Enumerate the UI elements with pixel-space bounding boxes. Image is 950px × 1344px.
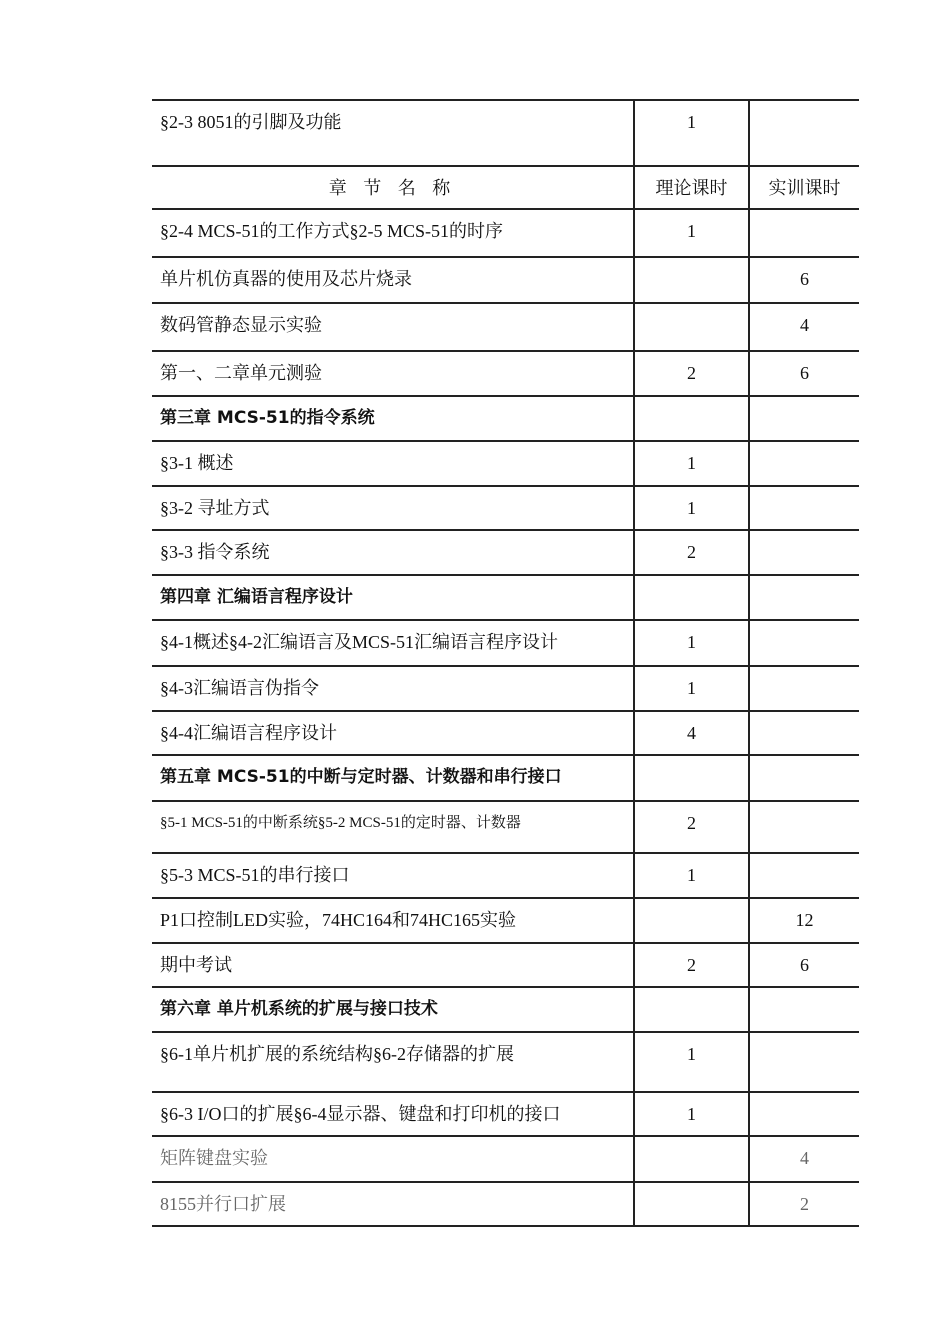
theory-hours-cell [634, 898, 749, 943]
theory-hours-cell [634, 257, 749, 303]
practice-hours-cell: 6 [749, 943, 859, 987]
practice-hours-cell: 6 [749, 257, 859, 303]
table-row [152, 351, 859, 396]
theory-hours-cell: 1 [634, 100, 749, 166]
theory-hours-cell: 2 [634, 351, 749, 396]
theory-hours-cell [634, 1182, 749, 1226]
table-row [152, 257, 859, 303]
practice-hours-cell [749, 486, 859, 530]
practice-hours-cell [749, 575, 859, 620]
practice-hours-cell [749, 620, 859, 666]
chapter-name-cell: §2-4 MCS-51的工作方式§2-5 MCS-51的时序 [152, 209, 634, 257]
practice-hours-cell [749, 666, 859, 711]
table-row [152, 1092, 859, 1136]
table-row [152, 303, 859, 351]
chapter-name-cell: 期中考试 [152, 943, 634, 987]
table-row [152, 530, 859, 575]
practice-hours-cell [749, 209, 859, 257]
practice-hours-cell [749, 853, 859, 898]
table-row [152, 100, 859, 166]
chapter-name-cell: 矩阵键盘实验 [152, 1136, 634, 1182]
theory-hours-cell [634, 1136, 749, 1182]
practice-hours-cell [749, 1092, 859, 1136]
theory-hours-cell: 1 [634, 1092, 749, 1136]
theory-hours-cell [634, 575, 749, 620]
chapter-name-cell: §4-3汇编语言伪指令 [152, 666, 634, 711]
theory-hours-cell: 1 [634, 441, 749, 486]
table-row [152, 441, 859, 486]
practice-hours-cell: 12 [749, 898, 859, 943]
table-row [152, 755, 859, 801]
theory-hours-cell [634, 987, 749, 1032]
chapter-name-cell: §4-4汇编语言程序设计 [152, 711, 634, 755]
table-row [152, 943, 859, 987]
practice-hours-cell [749, 711, 859, 755]
chapter-name-cell: §6-1单片机扩展的系统结构§6-2存储器的扩展 [152, 1032, 634, 1092]
theory-hours-cell [634, 303, 749, 351]
theory-hours-cell: 1 [634, 1032, 749, 1092]
chapter-name-cell: §6-3 I/O口的扩展§6-4显示器、键盘和打印机的接口 [152, 1092, 634, 1136]
theory-hours-cell: 1 [634, 486, 749, 530]
practice-hours-cell [749, 801, 859, 853]
chapter-name-cell: 第一、二章单元测验 [152, 351, 634, 396]
table-body [152, 100, 859, 1226]
chapter-name-cell: 8155并行口扩展 [152, 1182, 634, 1226]
table-row [152, 853, 859, 898]
chapter-name-cell: 第五章 MCS-51的中断与定时器、计数器和串行接口 [152, 755, 634, 801]
practice-hours-cell [749, 396, 859, 441]
theory-hours-cell [634, 396, 749, 441]
chapter-name-cell: §2-3 8051的引脚及功能 [152, 100, 634, 166]
practice-hours-cell: 4 [749, 303, 859, 351]
chapter-name-cell: §3-2 寻址方式 [152, 486, 634, 530]
theory-hours-cell: 1 [634, 666, 749, 711]
table-row [152, 486, 859, 530]
chapter-name-cell: 第三章 MCS-51的指令系统 [152, 396, 634, 441]
table-row [152, 396, 859, 441]
table-header-row [152, 166, 859, 209]
practice-hours-cell: 4 [749, 1136, 859, 1182]
table-row [152, 898, 859, 943]
chapter-name-cell: 第六章 单片机系统的扩展与接口技术 [152, 987, 634, 1032]
practice-hours-cell [749, 441, 859, 486]
theory-hours-cell: 2 [634, 801, 749, 853]
table-row [152, 1182, 859, 1226]
practice-hours-cell: 2 [749, 1182, 859, 1226]
table-row [152, 620, 859, 666]
theory-hours-cell: 2 [634, 530, 749, 575]
theory-hours-cell: 1 [634, 209, 749, 257]
practice-hours-cell [749, 987, 859, 1032]
table-row [152, 575, 859, 620]
chapter-name-cell: §4-1概述§4-2汇编语言及MCS-51汇编语言程序设计 [152, 620, 634, 666]
practice-hours-cell [749, 755, 859, 801]
practice-hours-cell [749, 530, 859, 575]
practice-hours-cell: 实训课时 [749, 166, 859, 209]
chapter-name-cell: §3-1 概述 [152, 441, 634, 486]
practice-hours-cell [749, 1032, 859, 1092]
table-row [152, 1136, 859, 1182]
theory-hours-cell: 4 [634, 711, 749, 755]
chapter-name-cell: §5-1 MCS-51的中断系统§5-2 MCS-51的定时器、计数器 [152, 801, 634, 853]
table-row [152, 666, 859, 711]
course-hours-table [152, 99, 859, 1227]
theory-hours-cell: 2 [634, 943, 749, 987]
table-row [152, 801, 859, 853]
theory-hours-cell: 1 [634, 853, 749, 898]
chapter-name-cell: 单片机仿真器的使用及芯片烧录 [152, 257, 634, 303]
chapter-name-cell: 数码管静态显示实验 [152, 303, 634, 351]
practice-hours-cell [749, 100, 859, 166]
theory-hours-cell [634, 755, 749, 801]
table-row [152, 1032, 859, 1092]
practice-hours-cell: 6 [749, 351, 859, 396]
chapter-name-cell: §5-3 MCS-51的串行接口 [152, 853, 634, 898]
table-row [152, 209, 859, 257]
theory-hours-cell: 1 [634, 620, 749, 666]
theory-hours-cell: 理论课时 [634, 166, 749, 209]
table-row [152, 987, 859, 1032]
chapter-name-cell: 第四章 汇编语言程序设计 [152, 575, 634, 620]
chapter-name-cell: P1口控制LED实验，74HC164和74HC165实验 [152, 898, 634, 943]
table-row [152, 711, 859, 755]
chapter-name-cell: §3-3 指令系统 [152, 530, 634, 575]
chapter-name-cell: 章 节 名 称 [152, 166, 634, 209]
